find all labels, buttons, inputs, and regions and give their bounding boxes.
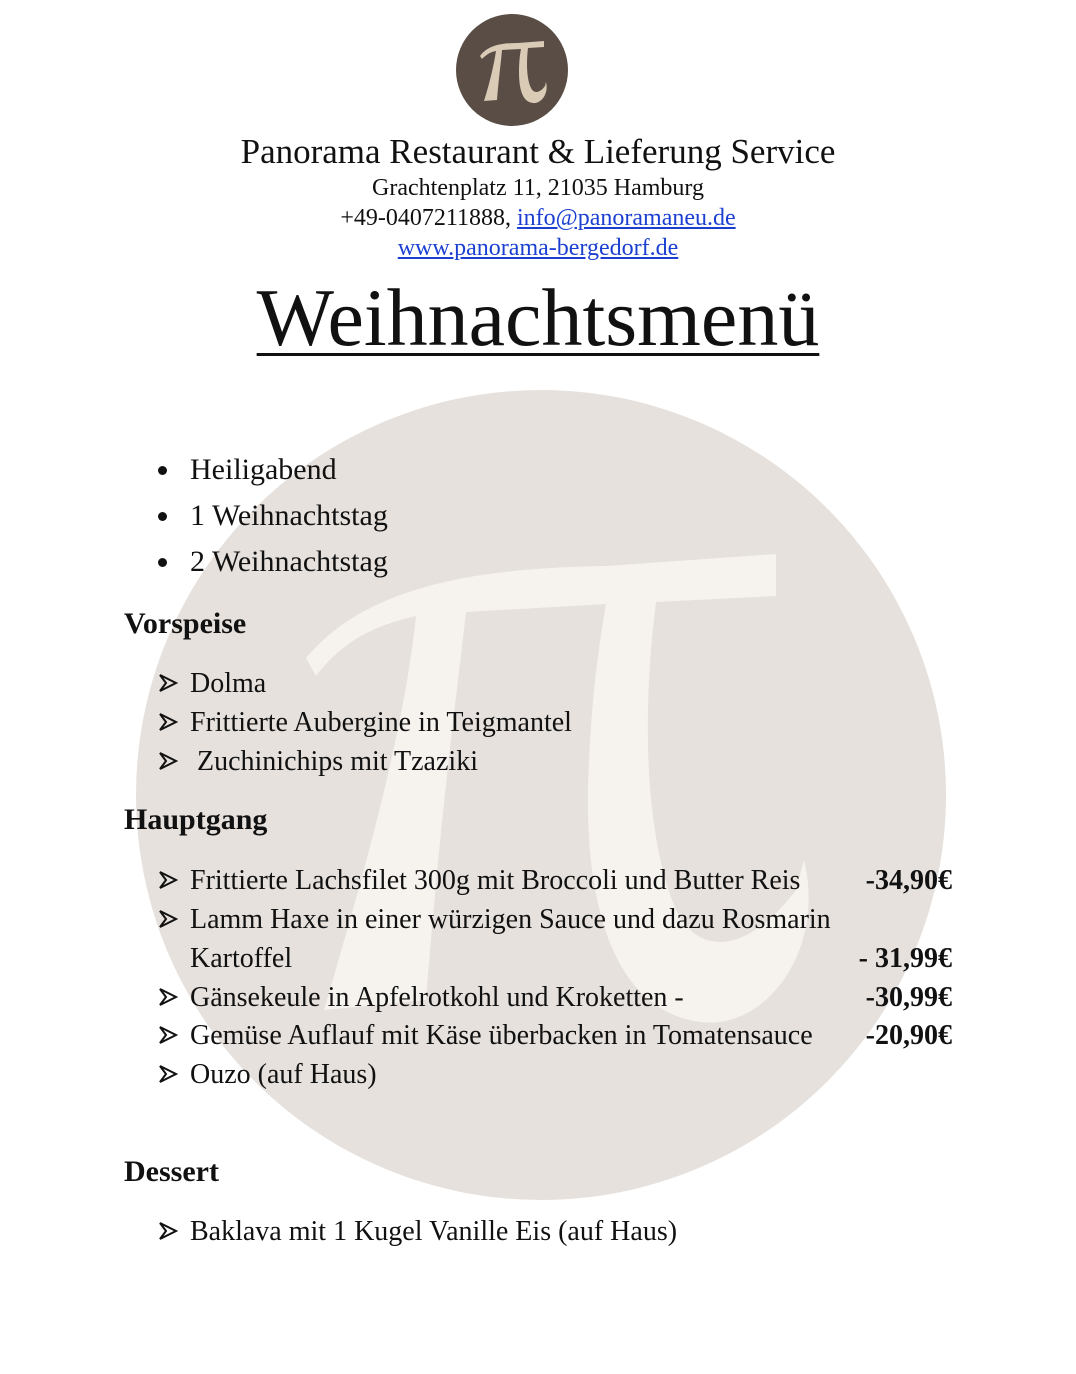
arrowhead-icon — [158, 909, 178, 929]
website-link[interactable]: www.panorama-bergedorf.de — [397, 235, 679, 261]
phone-number: +49-0407211888, — [340, 205, 511, 231]
price: -30,99€ — [865, 982, 952, 1013]
arrowhead-icon — [158, 1025, 178, 1045]
arrowhead-icon — [158, 1064, 178, 1084]
section-heading-dessert: Dessert — [124, 1155, 219, 1188]
bullet-icon — [158, 466, 167, 475]
arrowhead-icon — [158, 673, 178, 693]
contact-line — [0, 203, 1076, 233]
restaurant-logo — [456, 14, 568, 126]
arrowhead-icon — [158, 1221, 178, 1241]
arrowhead-icon — [158, 712, 178, 732]
bullet-icon — [158, 558, 167, 567]
website-line — [0, 233, 1076, 263]
price: -34,90€ — [865, 865, 952, 896]
pi-logo-icon — [456, 14, 568, 126]
email-link[interactable]: info@panoramaneu.de — [516, 205, 736, 231]
restaurant-address: Grachtenplatz 11, 21035 Hamburg — [372, 175, 704, 201]
bullet-icon — [158, 512, 167, 521]
section-heading-hauptgang: Hauptgang — [124, 803, 268, 836]
page-title: Weihnachtsmenü — [256, 272, 820, 363]
arrowhead-icon — [158, 751, 178, 771]
price: - 31,99€ — [858, 943, 952, 974]
arrowhead-icon — [158, 987, 178, 1007]
restaurant-name: Panorama Restaurant & Lieferung Service — [240, 132, 836, 171]
price: -20,90€ — [865, 1020, 952, 1051]
section-heading-vorspeise: Vorspeise — [124, 607, 247, 640]
arrowhead-icon — [158, 870, 178, 890]
